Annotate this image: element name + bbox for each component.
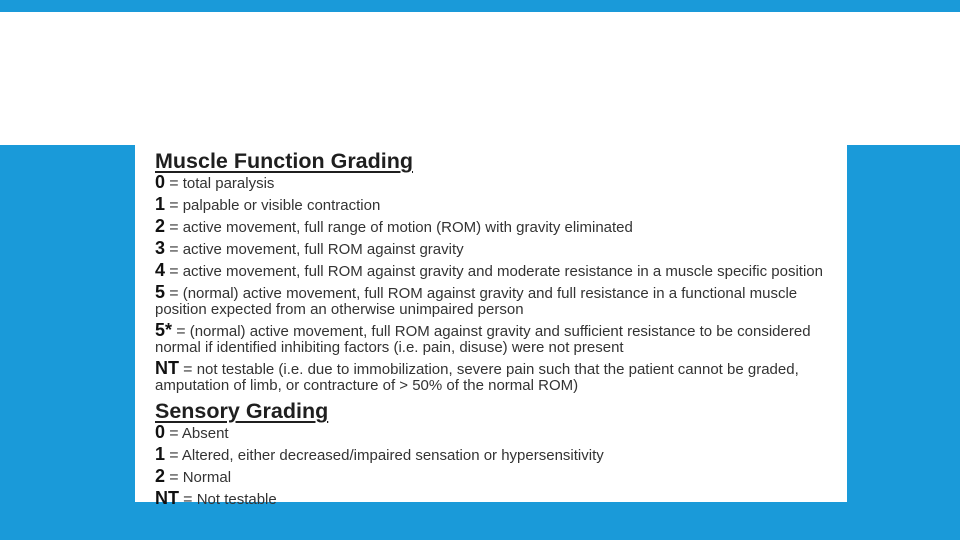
grade-label: 5 xyxy=(155,282,166,302)
grade-label: 1 xyxy=(155,444,166,464)
grade-description: (normal) active movement, full ROM against gravity and sufficient resistance to be considered normal if identified inhibiting factors (i.e. pain, disuse) were not present xyxy=(155,323,811,356)
grade-description: not testable (i.e. due to immobilization, severe pain such that the patient cannot be graded, amputation of limb, or contracture of > 50% of the normal ROM) xyxy=(155,361,799,394)
equals-sign: = xyxy=(169,241,179,258)
equals-sign: = xyxy=(169,197,179,214)
muscle-grade-entry xyxy=(155,322,847,356)
sensory-grading-heading: Sensory Grading xyxy=(155,399,329,423)
grade-label: 1 xyxy=(155,194,166,214)
equals-sign: = xyxy=(169,285,179,302)
top-accent-bar xyxy=(0,0,960,12)
grade-label: 0 xyxy=(155,172,166,192)
muscle-grade-entry xyxy=(155,174,847,192)
grade-description: total paralysis xyxy=(182,175,275,192)
grade-description: Absent xyxy=(181,425,229,442)
equals-sign: = xyxy=(169,263,179,280)
grade-label: 3 xyxy=(155,238,166,258)
grading-document xyxy=(135,145,847,508)
grade-description: palpable or visible contraction xyxy=(182,197,381,214)
grade-label: 2 xyxy=(155,216,166,236)
grade-label: NT xyxy=(155,488,179,508)
grade-label: NT xyxy=(155,358,179,378)
equals-sign: = xyxy=(169,469,179,486)
muscle-grade-entry xyxy=(155,284,847,318)
sensory-grade-entry xyxy=(155,424,847,442)
grade-label: 2 xyxy=(155,466,166,486)
grade-description: Not testable xyxy=(196,491,277,508)
equals-sign: = xyxy=(169,447,179,464)
grade-description: Normal xyxy=(182,469,232,486)
grade-description: active movement, full range of motion (ROM) with gravity eliminated xyxy=(182,219,633,236)
muscle-grade-entry xyxy=(155,196,847,214)
sensory-grade-entry xyxy=(155,490,847,508)
grade-label: 4 xyxy=(155,260,166,280)
sensory-grade-entry xyxy=(155,446,847,464)
equals-sign: = xyxy=(169,219,179,236)
grade-label: 0 xyxy=(155,422,166,442)
sensory-grade-entry xyxy=(155,468,847,486)
grade-description: active movement, full ROM against gravity xyxy=(182,241,464,258)
grade-description: active movement, full ROM against gravity and moderate resistance in a muscle specific position xyxy=(182,263,823,280)
muscle-grade-entry xyxy=(155,240,847,258)
grade-label: 5* xyxy=(155,320,173,340)
muscle-grade-entry xyxy=(155,262,847,280)
equals-sign: = xyxy=(169,175,179,192)
equals-sign: = xyxy=(169,425,179,442)
equals-sign: = xyxy=(183,361,193,378)
equals-sign: = xyxy=(183,491,193,508)
muscle-grade-entry xyxy=(155,360,847,394)
muscle-grading-heading: Muscle Function Grading xyxy=(155,149,414,173)
equals-sign: = xyxy=(176,323,186,340)
grade-description: (normal) active movement, full ROM against gravity and full resistance in a functional muscle position expected from an otherwise unimpaired person xyxy=(155,285,798,318)
muscle-grade-entry xyxy=(155,218,847,236)
grade-description: Altered, either decreased/impaired sensation or hypersensitivity xyxy=(181,447,604,464)
